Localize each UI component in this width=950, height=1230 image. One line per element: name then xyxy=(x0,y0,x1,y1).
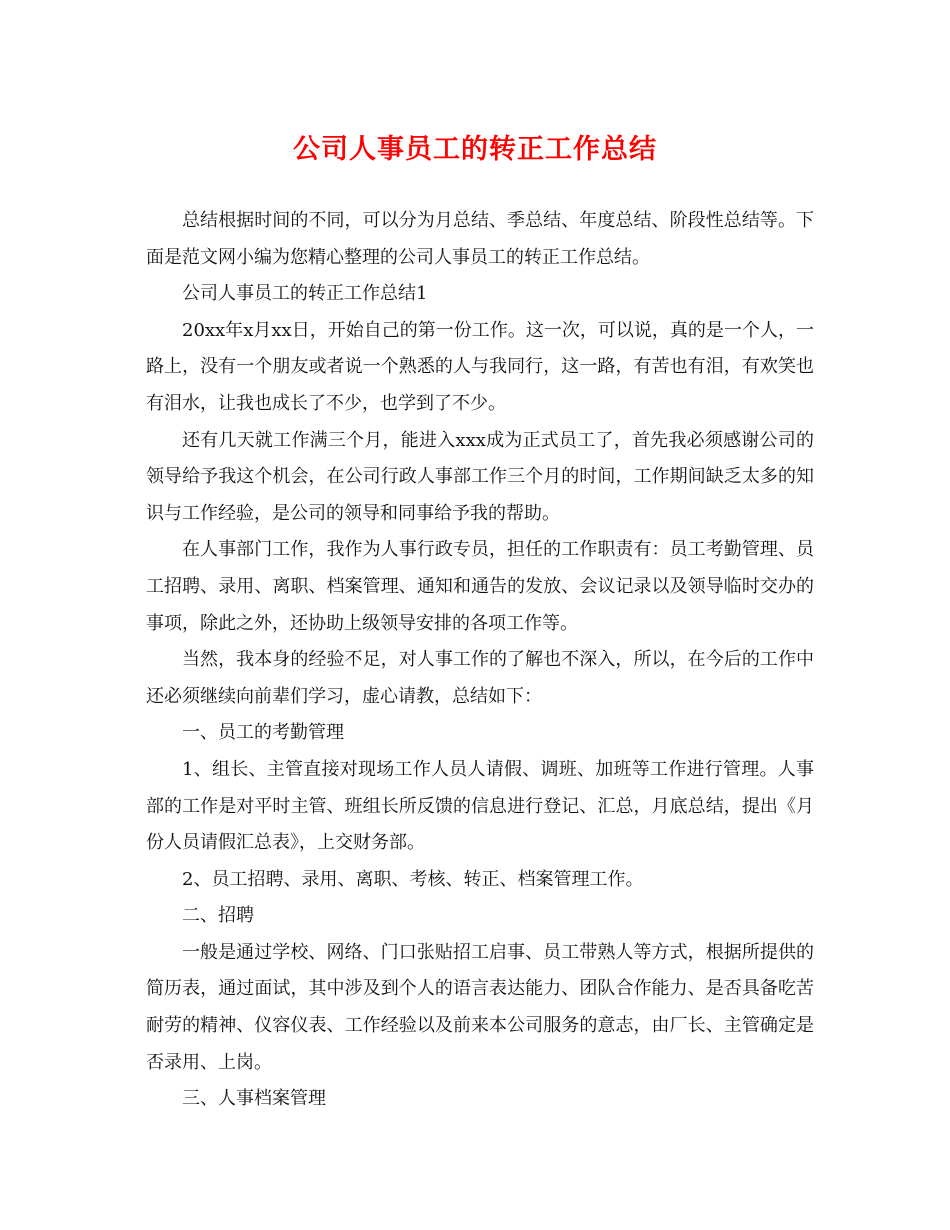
paragraph-intro: 总结根据时间的不同，可以分为月总结、季总结、年度总结、阶段性总结等。下面是范文网小编为您精心整理的公司人事员工的转正工作总结。 xyxy=(146,210,814,268)
section-heading-attendance: 一、员工的考勤管理 xyxy=(182,722,344,744)
paragraph-attendance-1: 1、组长、主管直接对现场工作人员人请假、调班、加班等工作进行管理。人事部的工作是对平时主管、班组长所反馈的信息进行登记、汇总，月底总结，提出《月份人员请假汇总表》，上交财务部。 xyxy=(146,758,814,854)
document-body xyxy=(146,203,814,1118)
paragraph-subtitle: 公司人事员工的转正工作总结1 xyxy=(182,283,428,305)
section-heading-archives: 三、人事档案管理 xyxy=(182,1088,326,1110)
paragraph-recruitment: 一般是通过学校、网络、门口张贴招工启事、员工带熟人等方式，根据所提供的简历表，通过面试，其中涉及到个人的语言表达能力、团队合作能力、是否具备吃苦耐劳的精神、仪容仪表、工作经验以及前来本公司服务的意志，由厂长、主管确定是否录用、上岗。 xyxy=(146,941,814,1073)
paragraph-three-months: 还有几天就工作满三个月，能进入xxx成为正式员工了，首先我必须感谢公司的领导给予我这个机会，在公司行政人事部工作三个月的时间，工作期间缺乏太多的知识与工作经验，是公司的领导和同事给予我的帮助。 xyxy=(146,429,814,524)
paragraph-attendance-2: 2、员工招聘、录用、离职、考核、转正、档案管理工作。 xyxy=(182,868,644,890)
paragraph-summary-intro: 当然，我本身的经验不足，对人事工作的了解也不深入，所以，在今后的工作中还必须继续向前辈们学习，虚心请教，总结如下： xyxy=(146,649,814,707)
paragraph-first-job: 20xx年x月xx日，开始自己的第一份工作。这一次，可以说，真的是一个人，一路上，没有一个朋友或者说一个熟悉的人与我同行，这一路，有苦也有泪，有欢笑也有泪水，让我也成长了不少，也学到了不少。 xyxy=(146,319,814,414)
document-title: 公司人事员工的转正工作总结 xyxy=(293,134,657,165)
paragraph-duties: 在人事部门工作，我作为人事行政专员，担任的工作职责有：员工考勤管理、员工招聘、录用、离职、档案管理、通知和通告的发放、会议记录以及领导临时交办的事项，除此之外，还协助上级领导安排的各项工作等。 xyxy=(146,539,814,634)
section-heading-recruitment: 二、招聘 xyxy=(182,905,254,927)
